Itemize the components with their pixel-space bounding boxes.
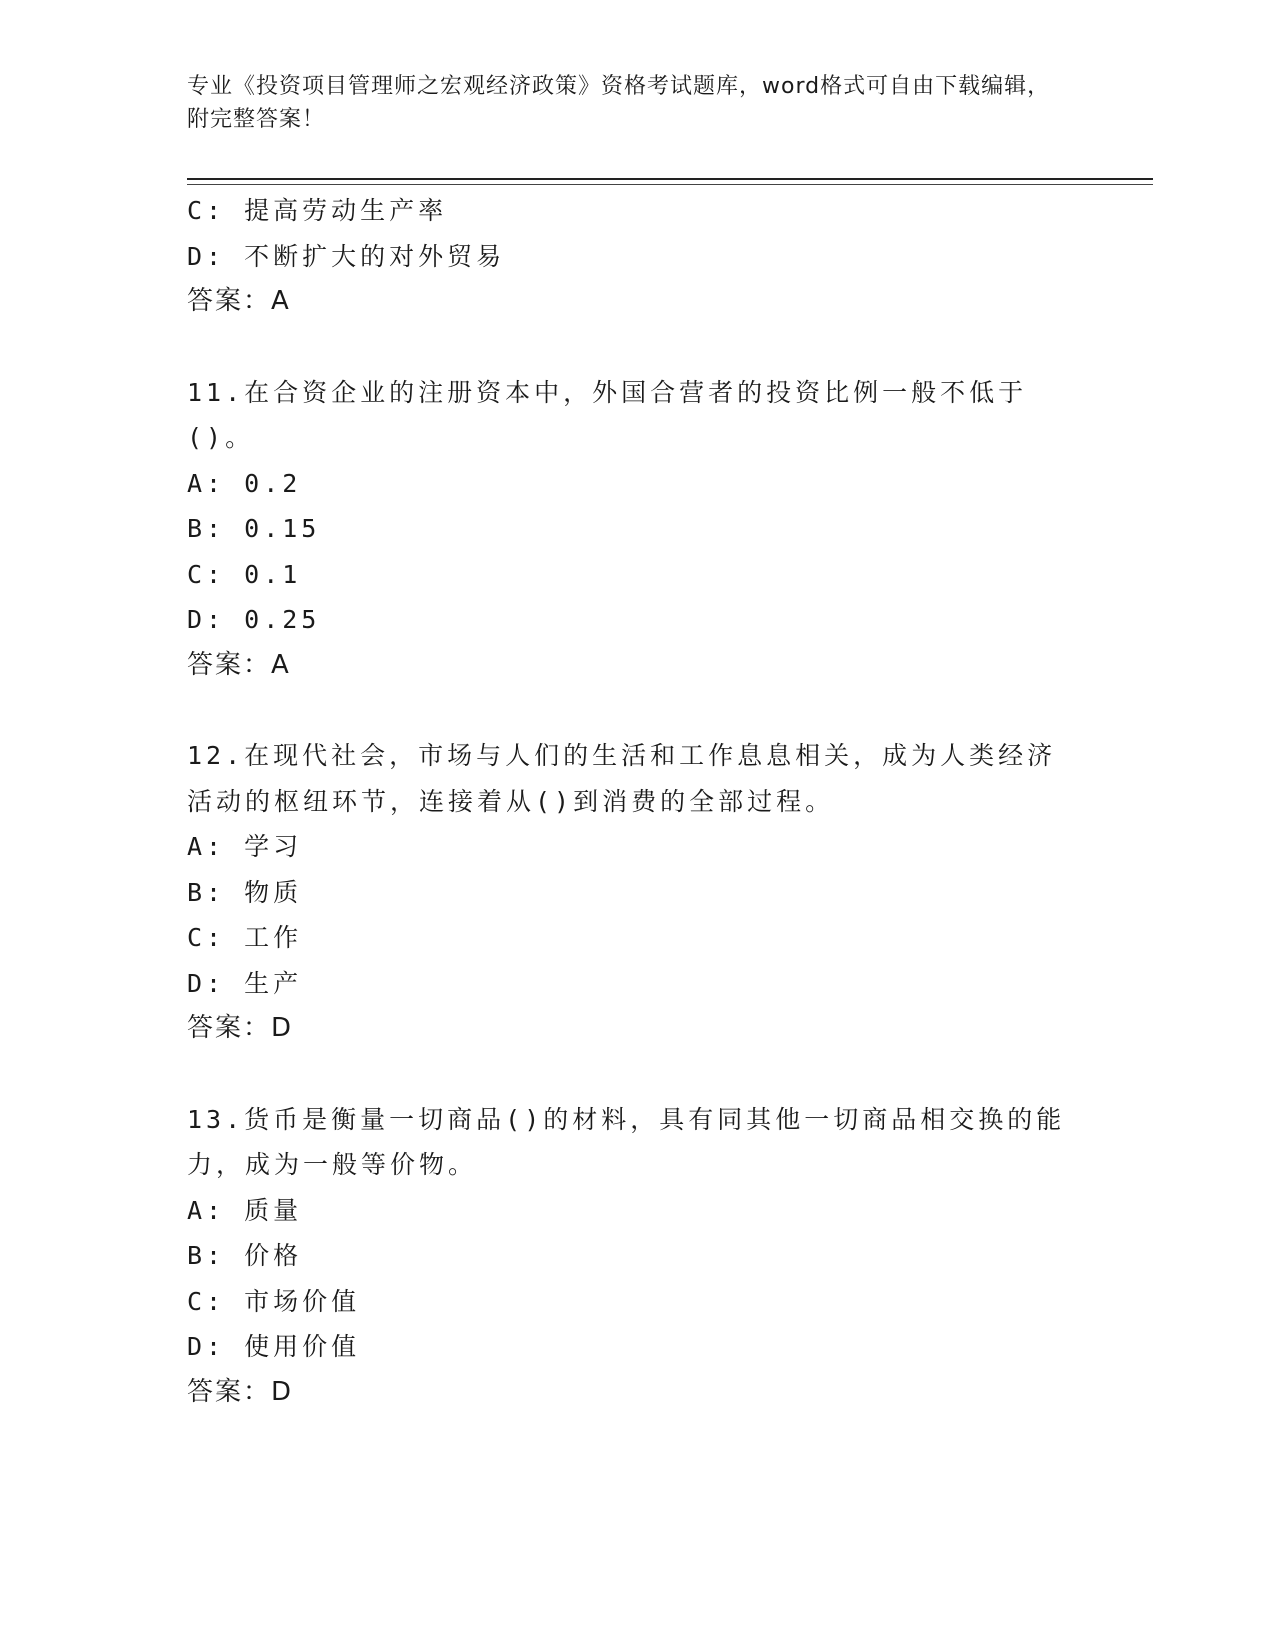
option-a: A: 质量 xyxy=(187,1195,303,1225)
header-rule-thin xyxy=(187,184,1153,185)
option-d: D: 不断扩大的对外贸易 xyxy=(187,241,506,271)
option-d: D: 0.25 xyxy=(187,605,321,634)
header-rule-thick xyxy=(187,178,1153,180)
option-c: C: 工作 xyxy=(187,923,303,952)
question-stem: 13.货币是衡量一切商品()的材料，具有同其他一切商品相交换的能力，成为一般等价物。 xyxy=(187,1104,1066,1179)
partial-question xyxy=(187,188,1087,325)
answer-line: 答案：D xyxy=(187,1376,294,1407)
document-body xyxy=(187,188,1087,1415)
option-b: B: 0.15 xyxy=(187,514,321,543)
option-b: B: 价格 xyxy=(187,1241,303,1270)
question-13 xyxy=(187,1097,1087,1416)
option-c: C: 0.1 xyxy=(187,559,302,589)
option-c: C: 提高劳动生产率 xyxy=(187,196,448,225)
option-c: C: 市场价值 xyxy=(187,1286,361,1316)
option-d: D: 生产 xyxy=(187,968,303,998)
option-d: D: 使用价值 xyxy=(187,1332,361,1361)
answer-line: 答案：D xyxy=(187,1013,294,1043)
option-a: A: 0.2 xyxy=(187,468,302,498)
question-stem: 12.在现代社会，市场与人们的生活和工作息息相关，成为人类经济活动的枢纽环节，连接着从()到消费的全部过程。 xyxy=(187,741,1057,816)
question-stem: 11.在合资企业的注册资本中，外国合营者的投资比例一般不低于()。 xyxy=(187,377,1028,452)
answer-line: 答案：A xyxy=(187,286,291,316)
answer-line: 答案：A xyxy=(187,649,291,680)
document-header: 专业《投资项目管理师之宏观经济政策》资格考试题库，word格式可自由下载编辑，附完整答案！ xyxy=(187,74,1051,132)
question-12 xyxy=(187,733,1087,1052)
option-a: A: 学习 xyxy=(187,832,303,861)
option-b: B: 物质 xyxy=(187,877,303,907)
question-11 xyxy=(187,370,1087,689)
